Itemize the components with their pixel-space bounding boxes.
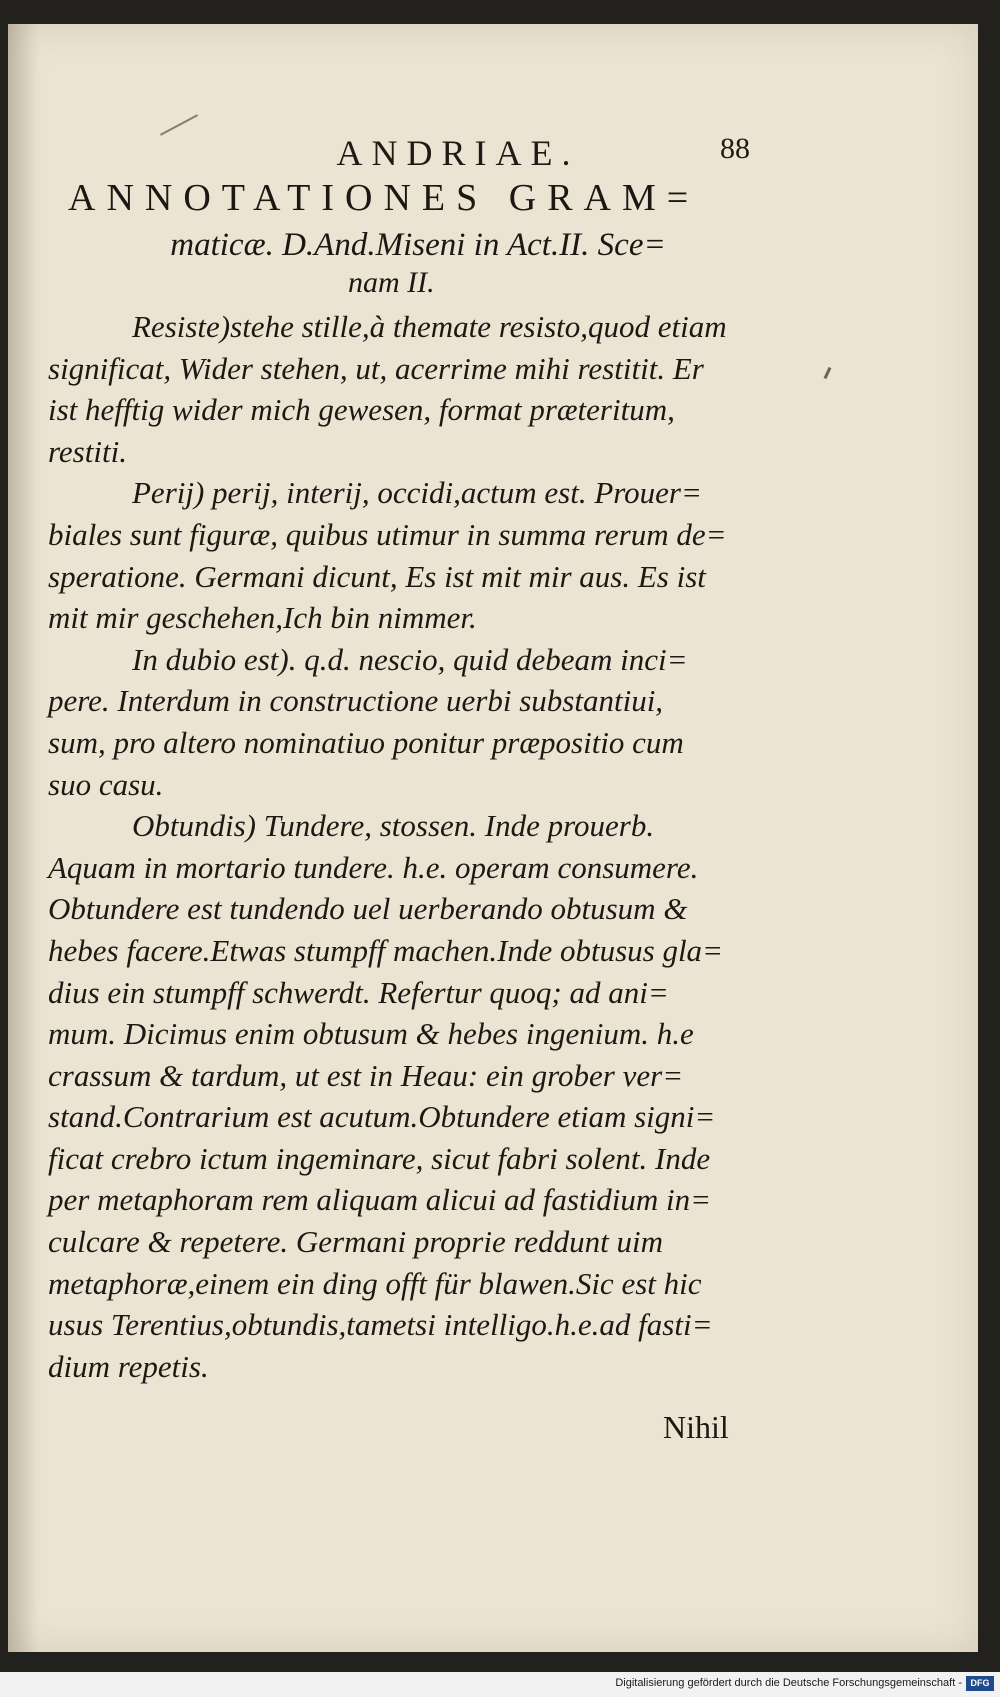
text-line: per metaphoram rem aliquam alicui ad fastidium in= bbox=[48, 1182, 711, 1218]
funding-credit: Digitalisierung gefördert durch die Deutsche Forschungsgemeinschaft - bbox=[615, 1677, 962, 1689]
text-line: dium repetis. bbox=[48, 1348, 209, 1384]
text-line: dius ein stumpff schwerdt. Refertur quoq; ad ani= bbox=[48, 974, 669, 1010]
text-line: stand.Contrarium est acutum.Obtundere etiam signi= bbox=[48, 1099, 716, 1135]
page-number: 88 bbox=[720, 132, 750, 165]
body-text bbox=[48, 306, 768, 1387]
section-title-line-2: maticæ. D.And.Miseni in Act.II. Sce= bbox=[170, 227, 666, 263]
text-line: Resiste)stehe stille,à themate resisto,quod etiam bbox=[132, 309, 727, 344]
text-line: culcare & repetere. Germani proprie reddunt uim bbox=[48, 1224, 663, 1260]
text-line: mum. Dicimus enim obtusum & hebes ingenium. h.e bbox=[48, 1016, 694, 1052]
running-head: ANDRIAE. bbox=[336, 133, 580, 173]
text-line: Perij) perij, interij, occidi,actum est. Prouer= bbox=[132, 475, 702, 511]
text-line: Aquam in mortario tundere. h.e. operam consumere. bbox=[48, 849, 699, 885]
digitization-footer bbox=[0, 1672, 1000, 1697]
dfg-logo: DFG bbox=[966, 1676, 994, 1691]
text-line: usus Terentius,obtundis,tametsi intelligo.h.e.ad fasti= bbox=[48, 1307, 713, 1343]
text-line: sum, pro altero nominatiuo ponitur præpositio cum bbox=[48, 724, 684, 760]
text-line: In dubio est). q.d. nescio, quid debeam inci= bbox=[132, 641, 688, 677]
text-line: mit mir geschehen,Ich bin nimmer. bbox=[48, 600, 477, 636]
text-line: ficat crebro ictum ingeminare, sicut fabri solent. Inde bbox=[48, 1140, 711, 1176]
text-line: crassum & tardum, ut est in Heau: ein grober ver= bbox=[48, 1057, 684, 1093]
text-line: significat, Wider stehen, ut, acerrime mihi restitit. Er bbox=[48, 350, 704, 386]
text-line: hebes facere.Etwas stumpff machen.Inde obtusus gla= bbox=[48, 932, 723, 968]
text-line: speratione. Germani dicunt, Es ist mit mir aus. Es ist bbox=[48, 558, 706, 594]
text-line: suo casu. bbox=[48, 766, 164, 802]
section-title-line-3: nam II. bbox=[348, 266, 435, 299]
text-line: biales sunt figuræ, quibus utimur in summa rerum de= bbox=[48, 516, 727, 552]
text-line: ist hefftig wider mich gewesen, format præteritum, bbox=[48, 392, 675, 428]
text-line: restiti. bbox=[48, 433, 127, 469]
catchword: Nihil bbox=[663, 1409, 729, 1445]
section-title-line-1: ANNOTATIONES GRAM= bbox=[68, 177, 700, 219]
pencil-mark bbox=[160, 114, 198, 135]
text-line: Obtundere est tundendo uel uerberando obtusum & bbox=[48, 891, 688, 927]
book-page bbox=[8, 24, 978, 1652]
text-line: pere. Interdum in constructione uerbi substantiui, bbox=[48, 683, 664, 719]
text-line: metaphoræ,einem ein ding offt für blawen.Sic est hic bbox=[48, 1265, 702, 1301]
gutter-shadow bbox=[8, 24, 38, 1652]
text-line: Obtundis) Tundere, stossen. Inde prouerb. bbox=[132, 808, 655, 844]
margin-mark bbox=[824, 367, 832, 379]
